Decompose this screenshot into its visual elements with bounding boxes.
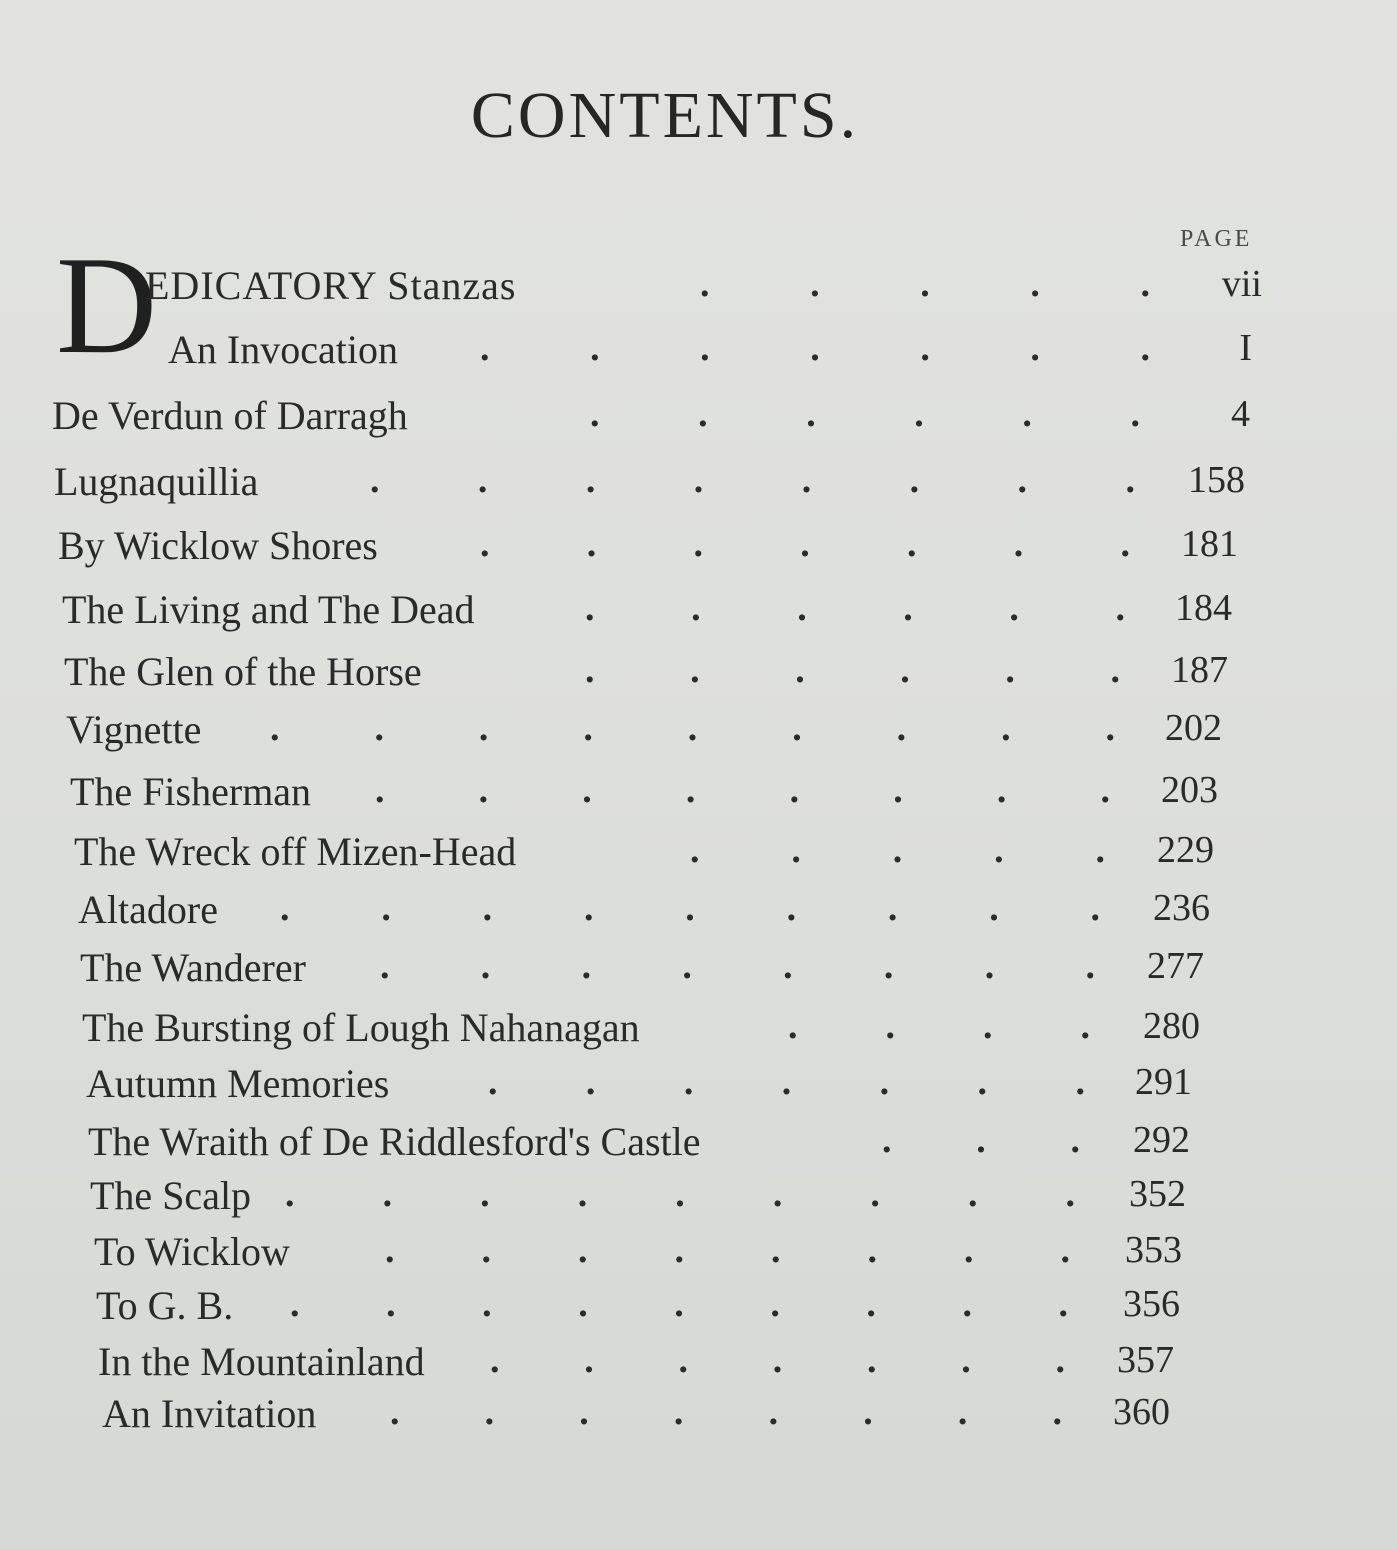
toc-entry-page: 280 [1143, 1005, 1200, 1047]
toc-entry-title: The Bursting of Lough Nahanagan [82, 1005, 640, 1050]
dot-leader: . . . . . [690, 829, 1105, 871]
toc-entry [0, 1004, 1397, 1064]
toc-entry-page: 187 [1171, 649, 1228, 691]
dot-leader: . . . . . . . . . [280, 887, 1100, 929]
toc-entry [0, 458, 1397, 518]
toc-entry [0, 828, 1397, 888]
toc-entry [0, 1172, 1397, 1232]
toc-entry-title: The Wreck off Mizen-Head [74, 829, 517, 874]
toc-entry-title: In the Mountainland [98, 1339, 425, 1384]
toc-entry-title: EDICATORY Stanzas [145, 263, 517, 308]
dot-leader: . . . . . . . [480, 523, 1130, 565]
toc-entry-title: The Living and The Dead [62, 587, 475, 632]
toc-entry [0, 706, 1397, 766]
toc-entry [0, 326, 1397, 386]
dot-leader: . . . . . . [585, 649, 1120, 691]
dot-leader: . . . . . . . [480, 327, 1150, 369]
dot-leader: . . . . . . . . . [270, 707, 1115, 749]
toc-entry-page: 4 [1231, 393, 1250, 435]
toc-entry-page: 277 [1147, 945, 1204, 987]
dot-leader: . . . . . . . . [385, 1229, 1070, 1271]
toc-entry-page: I [1239, 327, 1252, 369]
toc-entry-page: 203 [1161, 769, 1218, 811]
toc-entry [0, 1390, 1397, 1450]
dot-leader: . . . . . . . . [370, 459, 1135, 501]
toc-entry-title: The Wanderer [80, 945, 306, 990]
toc-entry [0, 768, 1397, 828]
toc-entry-title: To G. B. [96, 1283, 234, 1328]
toc-entry-title: The Fisherman [70, 769, 312, 814]
toc-entry-title: The Glen of the Horse [64, 649, 422, 694]
toc-entry-page: 352 [1129, 1173, 1186, 1215]
toc-entry [0, 1282, 1397, 1342]
toc-entry-page: 236 [1153, 887, 1210, 929]
toc-entry-page: 292 [1133, 1119, 1190, 1161]
dot-leader: . . . . . . . . . [285, 1173, 1075, 1215]
dot-leader: . . . . . . . . . [290, 1283, 1068, 1325]
toc-entry-title: An Invocation [168, 327, 398, 372]
toc-entry [0, 944, 1397, 1004]
dot-leader: . . . . . . . . [390, 1391, 1062, 1433]
dot-leader: . . . . . . [590, 393, 1140, 435]
toc-entry-page: 353 [1125, 1229, 1182, 1271]
dot-leader: . . . . . . . . [375, 769, 1110, 811]
toc-entry-title: By Wicklow Shores [58, 523, 378, 568]
toc-entry [0, 262, 1397, 322]
toc-entry-page: 360 [1113, 1391, 1170, 1433]
toc-entry [0, 522, 1397, 582]
page-column-header: PAGE [1180, 226, 1253, 252]
toc-entry-title: Altadore [78, 887, 218, 932]
toc-entry-title: Autumn Memories [86, 1061, 390, 1106]
toc-entry-page: vii [1221, 263, 1262, 305]
toc-entry-page: 291 [1135, 1061, 1192, 1103]
toc-entry [0, 1118, 1397, 1178]
toc-entry-page: 181 [1181, 523, 1238, 565]
toc-entry [0, 1228, 1397, 1288]
toc-entry-title: The Scalp [90, 1173, 252, 1218]
toc-entry-title: To Wicklow [94, 1229, 290, 1274]
dot-leader: . . . . . . . [490, 1339, 1065, 1381]
toc-entry-page: 357 [1117, 1339, 1174, 1381]
toc-entry-page: 184 [1175, 587, 1232, 629]
page-title: CONTENTS. [470, 79, 860, 152]
toc-entry-page: 356 [1123, 1283, 1180, 1325]
dot-leader: . . . . . . . . [380, 945, 1095, 987]
toc-entry [0, 886, 1397, 946]
drop-cap: D [56, 228, 158, 383]
toc-entry-title: Lugnaquillia [54, 459, 259, 504]
toc-entry [0, 1338, 1397, 1398]
toc-entry [0, 392, 1397, 452]
dot-leader: . . . . . . . [488, 1061, 1085, 1103]
toc-entry-page: 158 [1188, 459, 1245, 501]
toc-entry [0, 586, 1397, 646]
toc-entry-page: 229 [1157, 829, 1214, 871]
toc-entry-title: The Wraith of De Riddlesford's Castle [88, 1119, 701, 1164]
toc-entry [0, 648, 1397, 708]
dot-leader: . . . [882, 1119, 1080, 1161]
toc-entry [0, 1060, 1397, 1120]
dot-leader: . . . . . . [585, 587, 1125, 629]
dot-leader: . . . . [788, 1005, 1090, 1047]
toc-entry-title: De Verdun of Darragh [52, 393, 408, 438]
dot-leader: . . . . . [700, 263, 1150, 305]
toc-entry-page: 202 [1165, 707, 1222, 749]
toc-entry-title: An Invitation [102, 1391, 317, 1436]
toc-entry-title: Vignette [66, 707, 202, 752]
